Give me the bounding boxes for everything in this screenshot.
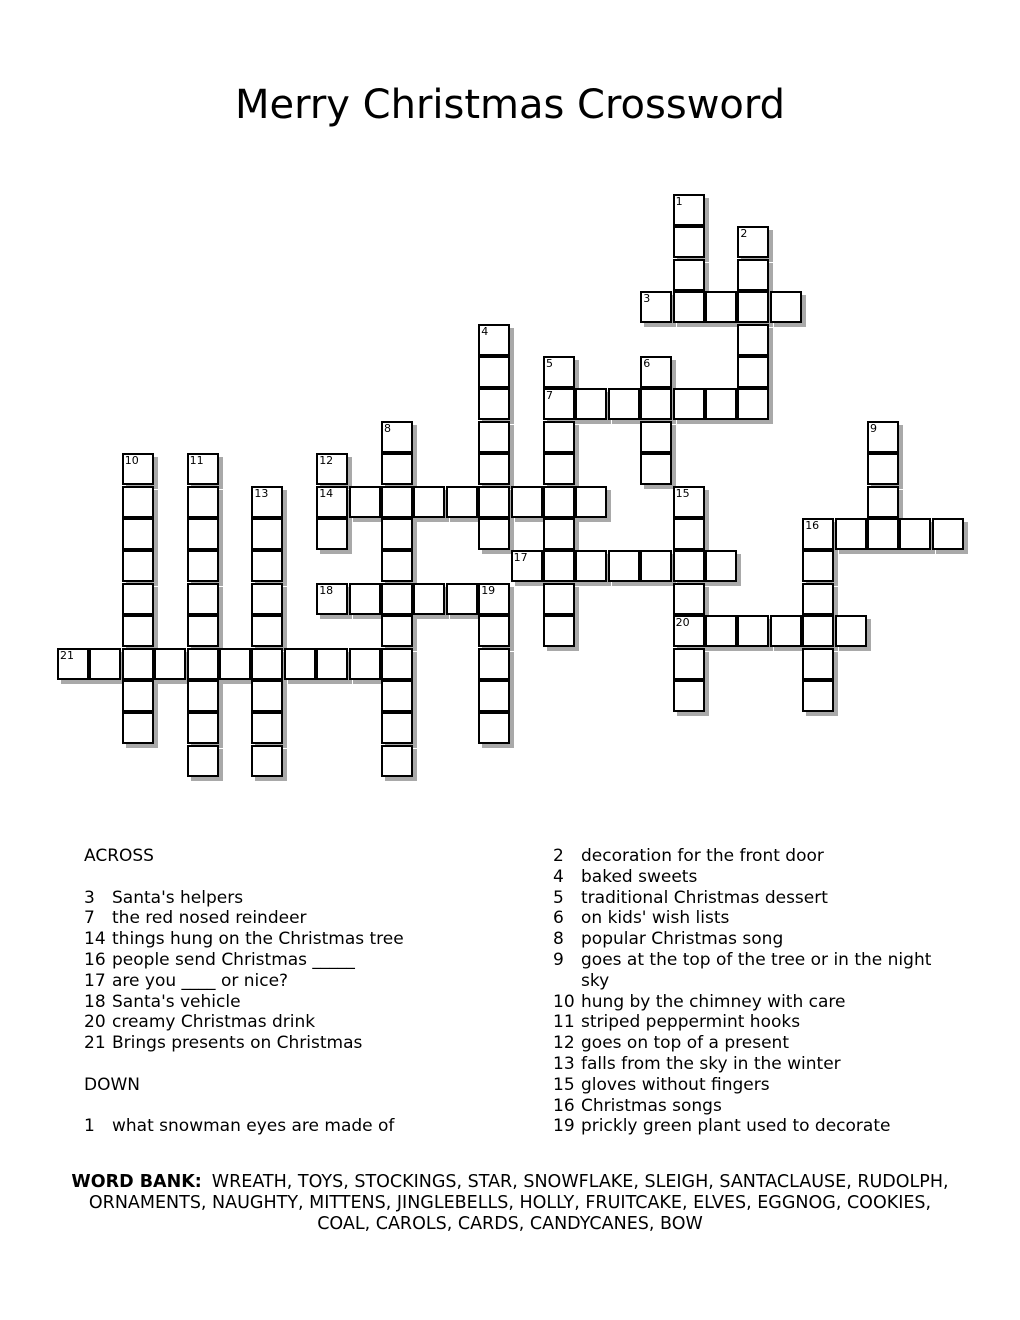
- grid-cell[interactable]: [802, 615, 834, 647]
- grid-cell[interactable]: [835, 615, 867, 647]
- grid-cell[interactable]: [349, 648, 381, 680]
- clue-number: 15: [553, 1074, 575, 1095]
- grid-cell[interactable]: [413, 486, 445, 518]
- clue-text: prickly green plant used to decorate: [581, 1116, 891, 1137]
- clue-number: 4: [553, 866, 564, 887]
- grid-cell[interactable]: [316, 453, 348, 485]
- clue-number: 6: [553, 908, 564, 929]
- grid-cell[interactable]: [478, 453, 510, 485]
- grid-cell[interactable]: [251, 486, 283, 518]
- grid-cell[interactable]: [413, 583, 445, 615]
- clue-number: 16: [805, 519, 820, 532]
- word-bank-words: WREATH, TOYS, STOCKINGS, STAR, SNOWFLAKE, SLEIGH, SANTACLAUSE, RUDOLPH, ORNAMENTS, NAUGHTY, MITTENS, JINGLEBELLS, HOLLY, FRUITCAKE, ELVES, EGGNOG, COOKIES, COAL, CAROLS, CARDS, CANDYCANES, BOW: [88, 1172, 949, 1234]
- clue-number: 3: [84, 887, 95, 908]
- grid-cell[interactable]: [640, 453, 672, 485]
- grid-cell[interactable]: [187, 745, 219, 777]
- grid-cell[interactable]: [673, 583, 705, 615]
- page-title: Merry Christmas Crossword: [234, 82, 786, 128]
- clue-text: on kids' wish lists: [581, 908, 730, 929]
- clue-number: 18: [319, 583, 334, 597]
- grid-cell[interactable]: [446, 486, 478, 518]
- grid-cell[interactable]: [349, 486, 381, 518]
- grid-cell[interactable]: [381, 421, 413, 453]
- clue-item: [553, 908, 953, 929]
- grid-cell[interactable]: [381, 712, 413, 744]
- grid-cell[interactable]: [122, 648, 154, 680]
- clue-item: [553, 950, 953, 992]
- grid-cell[interactable]: [770, 615, 802, 647]
- grid-cell[interactable]: [737, 226, 769, 258]
- grid-cell[interactable]: [122, 680, 154, 712]
- grid-cell[interactable]: [478, 421, 510, 453]
- grid-cell[interactable]: [316, 583, 348, 615]
- grid-cell[interactable]: [802, 680, 834, 712]
- clue-number: 5: [546, 357, 553, 370]
- clue-number: 14: [319, 486, 334, 500]
- grid-cell[interactable]: [478, 615, 510, 647]
- clue-text: baked sweets: [581, 866, 698, 887]
- clue-number: 8: [553, 929, 564, 950]
- grid-cell[interactable]: [251, 550, 283, 582]
- clue-number: 6: [643, 357, 651, 370]
- clue-number: 19: [481, 583, 496, 597]
- grid-cell[interactable]: [381, 745, 413, 777]
- grid-cell[interactable]: [187, 712, 219, 744]
- grid-cell[interactable]: [511, 486, 543, 518]
- clue-text: Santa's helpers: [112, 887, 244, 908]
- grid-cell[interactable]: [673, 194, 705, 226]
- grid-cell[interactable]: [349, 583, 381, 615]
- clue-number: 15: [675, 486, 690, 500]
- grid-cell[interactable]: [867, 486, 899, 518]
- grid-cell[interactable]: [673, 486, 705, 518]
- clue-number: 9: [870, 421, 877, 435]
- clue-number: 20: [84, 1012, 106, 1033]
- grid-cell[interactable]: [867, 421, 899, 453]
- clue-item: [84, 1033, 524, 1054]
- grid-cell[interactable]: [89, 648, 121, 680]
- grid-cell[interactable]: [478, 356, 510, 388]
- grid-cell[interactable]: [187, 583, 219, 615]
- clue-number: 7: [84, 908, 95, 929]
- grid-cell[interactable]: [122, 518, 154, 550]
- grid-cell[interactable]: [478, 388, 510, 420]
- clue-number: 14: [84, 929, 106, 950]
- clue-number: 21: [84, 1033, 106, 1054]
- grid-cell[interactable]: [673, 259, 705, 291]
- grid-cell[interactable]: [251, 680, 283, 712]
- grid-cell[interactable]: [640, 388, 672, 420]
- grid-cell[interactable]: [802, 648, 834, 680]
- clue-text: decoration for the front door: [581, 846, 824, 866]
- grid-cell[interactable]: [187, 453, 219, 485]
- grid-cell[interactable]: [737, 615, 769, 647]
- clue-item: [553, 867, 953, 888]
- grid-cell[interactable]: [187, 486, 219, 518]
- clue-item: [553, 1096, 953, 1117]
- clue-number: 8: [384, 421, 391, 435]
- grid-cell[interactable]: [154, 648, 186, 680]
- clue-text: Christmas songs: [581, 1095, 722, 1116]
- grid-cell[interactable]: [867, 453, 899, 485]
- clue-text: goes at the top of the tree or in the night sky: [581, 949, 932, 991]
- grid-cell[interactable]: [219, 648, 251, 680]
- clue-text: hung by the chimney with care: [581, 991, 846, 1012]
- down-clue-list-part1: [84, 1116, 524, 1137]
- grid-cell[interactable]: [835, 518, 867, 550]
- clue-number: 13: [254, 486, 269, 500]
- grid-cell[interactable]: [381, 518, 413, 550]
- grid-cell[interactable]: [673, 550, 705, 582]
- across-heading: ACROSS: [84, 846, 154, 866]
- grid-cell[interactable]: [575, 388, 607, 420]
- clue-text: people send Christmas _____: [112, 949, 355, 970]
- grid-cell[interactable]: [122, 615, 154, 647]
- clue-number: 12: [319, 454, 334, 468]
- grid-cell[interactable]: [381, 583, 413, 615]
- clue-number: 10: [553, 991, 575, 1012]
- grid-cell[interactable]: [251, 712, 283, 744]
- grid-cell[interactable]: [673, 518, 705, 550]
- grid-cell[interactable]: [478, 324, 510, 356]
- grid-cell[interactable]: [57, 648, 89, 680]
- clue-item: [84, 992, 524, 1013]
- grid-cell[interactable]: [673, 388, 705, 420]
- grid-cell[interactable]: [381, 550, 413, 582]
- clue-item: [84, 1012, 524, 1033]
- clue-text: Brings presents on Christmas: [112, 1033, 363, 1054]
- grid-cell[interactable]: [543, 453, 575, 485]
- grid-cell[interactable]: [122, 550, 154, 582]
- clue-item: [84, 971, 524, 992]
- clue-number: 16: [553, 1095, 575, 1116]
- grid-cell[interactable]: [251, 615, 283, 647]
- grid-cell[interactable]: [608, 550, 640, 582]
- word-bank-label: WORD BANK:: [71, 1172, 202, 1192]
- grid-cell[interactable]: [737, 291, 769, 323]
- clue-text: the red nosed reindeer: [112, 908, 307, 929]
- grid-cell[interactable]: [316, 486, 348, 518]
- grid-cell[interactable]: [381, 680, 413, 712]
- grid-cell[interactable]: [899, 518, 931, 550]
- clue-number: 11: [553, 1012, 575, 1033]
- grid-cell[interactable]: [673, 648, 705, 680]
- grid-cell[interactable]: [187, 680, 219, 712]
- grid-cell[interactable]: [705, 388, 737, 420]
- grid-cell[interactable]: [478, 680, 510, 712]
- grid-cell[interactable]: [640, 356, 672, 388]
- grid-cell[interactable]: [737, 259, 769, 291]
- grid-cell[interactable]: [316, 648, 348, 680]
- down-heading: DOWN: [84, 1074, 140, 1095]
- clue-number: 11: [189, 454, 204, 468]
- clue-number: 19: [553, 1116, 575, 1137]
- grid-cell[interactable]: [511, 550, 543, 582]
- clue-item: [84, 888, 524, 909]
- grid-cell[interactable]: [673, 680, 705, 712]
- grid-cell[interactable]: [608, 388, 640, 420]
- clue-item: [553, 1012, 953, 1033]
- grid-cell[interactable]: [705, 615, 737, 647]
- clue-number: 1: [84, 1116, 95, 1137]
- grid-cell[interactable]: [543, 615, 575, 647]
- across-clue-list: [84, 888, 524, 1054]
- clue-number: 17: [513, 551, 528, 565]
- clue-item: [84, 929, 524, 950]
- grid-cell[interactable]: [187, 518, 219, 550]
- grid-cell[interactable]: [867, 518, 899, 550]
- clue-number: 2: [740, 227, 748, 241]
- clue-number: 9: [553, 949, 564, 970]
- grid-cell[interactable]: [478, 648, 510, 680]
- clue-item: [553, 992, 953, 1013]
- word-bank: [60, 1172, 960, 1235]
- grid-cell[interactable]: [543, 486, 575, 518]
- clue-text: traditional Christmas dessert: [581, 887, 828, 908]
- clue-number: 7: [546, 389, 553, 403]
- grid-cell[interactable]: [640, 550, 672, 582]
- clue-number: 1: [675, 195, 683, 208]
- clue-item: [553, 929, 953, 950]
- grid-cell[interactable]: [122, 486, 154, 518]
- clue-item: [553, 1033, 953, 1054]
- grid-cell[interactable]: [251, 583, 283, 615]
- grid-cell[interactable]: [770, 291, 802, 323]
- grid-cell[interactable]: [478, 486, 510, 518]
- grid-cell[interactable]: [543, 421, 575, 453]
- grid-cell[interactable]: [575, 486, 607, 518]
- grid-cell[interactable]: [932, 518, 964, 550]
- grid-cell[interactable]: [673, 291, 705, 323]
- grid-cell[interactable]: [640, 291, 672, 323]
- clue-column-left: [84, 846, 524, 1137]
- clue-number: 21: [60, 648, 74, 662]
- clue-column-right: [553, 846, 953, 1137]
- clue-text: goes on top of a present: [581, 1033, 789, 1054]
- clue-item: [84, 908, 524, 929]
- clue-text: striped peppermint hooks: [581, 1012, 801, 1033]
- clue-number: 3: [643, 292, 651, 306]
- grid-cell[interactable]: [640, 421, 672, 453]
- grid-cell[interactable]: [122, 712, 154, 744]
- clue-number: 13: [553, 1053, 575, 1074]
- clue-text: are you ____ or nice?: [112, 970, 289, 991]
- clue-item: [553, 1116, 953, 1137]
- grid-cell[interactable]: [543, 518, 575, 550]
- grid-cell[interactable]: [575, 550, 607, 582]
- grid-cell[interactable]: [802, 518, 834, 550]
- grid-cell[interactable]: [737, 356, 769, 388]
- clue-number: 10: [124, 454, 139, 468]
- grid-cell[interactable]: [543, 356, 575, 388]
- clue-item: [84, 1116, 524, 1137]
- clue-item: [553, 846, 953, 867]
- grid-cell[interactable]: [251, 518, 283, 550]
- grid-cell[interactable]: [122, 453, 154, 485]
- clue-number: 16: [84, 949, 106, 970]
- grid-cell[interactable]: [802, 550, 834, 582]
- grid-cell[interactable]: [187, 615, 219, 647]
- grid-cell[interactable]: [251, 648, 283, 680]
- grid-cell[interactable]: [737, 324, 769, 356]
- grid-cell[interactable]: [543, 388, 575, 420]
- clue-text: Santa's vehicle: [112, 991, 241, 1012]
- grid-cell[interactable]: [478, 518, 510, 550]
- clue-number: 12: [553, 1033, 575, 1054]
- clue-number: 20: [675, 616, 690, 630]
- grid-cell[interactable]: [705, 550, 737, 582]
- down-clue-list-part2: [553, 846, 953, 1137]
- grid-cell[interactable]: [543, 583, 575, 615]
- clue-number: 4: [481, 324, 489, 338]
- grid-cell[interactable]: [446, 583, 478, 615]
- grid-cell[interactable]: [673, 615, 705, 647]
- grid-cell[interactable]: [187, 648, 219, 680]
- clue-text: gloves without fingers: [581, 1074, 770, 1095]
- clue-text: popular Christmas song: [581, 929, 784, 950]
- clue-number: 2: [553, 846, 564, 866]
- clue-text: falls from the sky in the winter: [581, 1053, 841, 1074]
- clue-item: [84, 950, 524, 971]
- clue-item: [553, 888, 953, 909]
- grid-cell[interactable]: [478, 583, 510, 615]
- grid-cell[interactable]: [381, 453, 413, 485]
- grid-cell[interactable]: [122, 583, 154, 615]
- grid-cell[interactable]: [705, 291, 737, 323]
- grid-cell[interactable]: [251, 745, 283, 777]
- grid-cell[interactable]: [284, 648, 316, 680]
- clue-text: creamy Christmas drink: [112, 1012, 316, 1033]
- grid-cell[interactable]: [381, 615, 413, 647]
- grid-cell[interactable]: [478, 712, 510, 744]
- clue-item: [553, 1075, 953, 1096]
- grid-cell[interactable]: [381, 486, 413, 518]
- grid-cell[interactable]: [673, 226, 705, 258]
- clue-number: 17: [84, 970, 106, 991]
- grid-cell[interactable]: [543, 550, 575, 582]
- clue-item: [553, 1054, 953, 1075]
- grid-cell[interactable]: [737, 388, 769, 420]
- clue-text: what snowman eyes are made of: [112, 1116, 395, 1137]
- grid-cell[interactable]: [316, 518, 348, 550]
- grid-cell[interactable]: [802, 583, 834, 615]
- clue-text: things hung on the Christmas tree: [112, 929, 404, 950]
- grid-cell[interactable]: [187, 550, 219, 582]
- grid-cell[interactable]: [381, 648, 413, 680]
- clue-number: 5: [553, 887, 564, 908]
- clue-number: 18: [84, 991, 106, 1012]
